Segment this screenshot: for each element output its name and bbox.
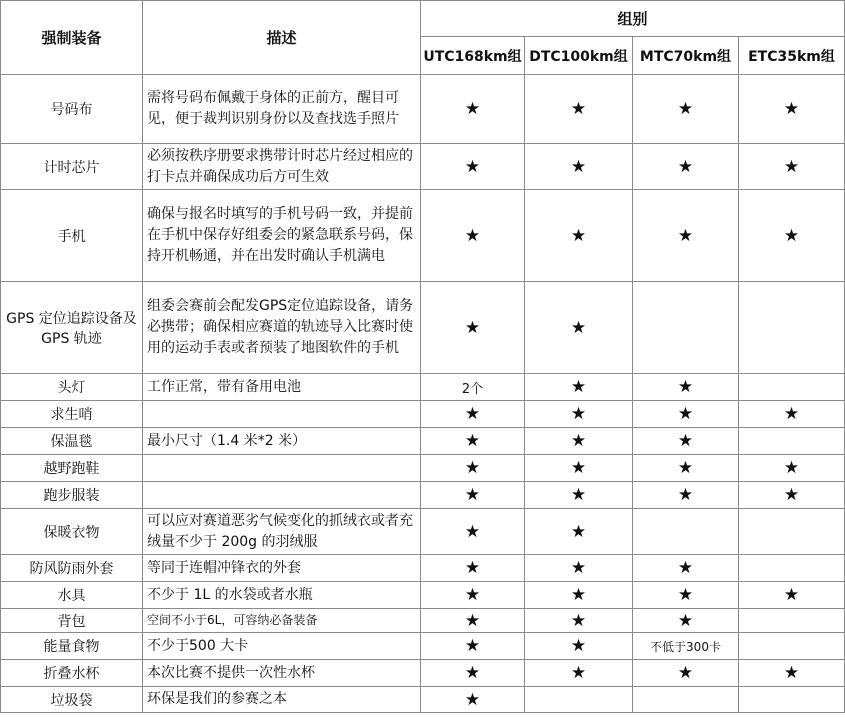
mark-etc: ★: [739, 455, 845, 482]
item-description: 需将号码布佩戴于身体的正前方，醒目可见，便于裁判识别身份以及查找选手照片: [143, 75, 421, 144]
table-row: [1, 609, 845, 633]
table-row: [1, 660, 845, 687]
mark-dtc: ★: [525, 509, 633, 555]
mark-utc: ★: [421, 687, 525, 713]
mark-mtc: ★: [633, 660, 739, 687]
mark-dtc: ★: [525, 374, 633, 401]
mark-etc: [739, 633, 845, 660]
mark-mtc: ★: [633, 609, 739, 633]
mark-dtc: ★: [525, 144, 633, 190]
mark-utc: ★: [421, 660, 525, 687]
mark-etc: ★: [739, 144, 845, 190]
mark-dtc: ★: [525, 428, 633, 455]
item-description: 必须按秩序册要求携带计时芯片经过相应的打卡点并确保成功后方可生效: [143, 144, 421, 190]
item-name: 号码布: [1, 75, 143, 144]
mark-etc: [739, 428, 845, 455]
item-description: [143, 482, 421, 509]
mark-etc: [739, 609, 845, 633]
mark-etc: ★: [739, 660, 845, 687]
table-row: [1, 582, 845, 609]
mark-mtc: ★: [633, 75, 739, 144]
mark-etc: ★: [739, 482, 845, 509]
mark-mtc: [633, 509, 739, 555]
table-row: [1, 428, 845, 455]
table-row: [1, 555, 845, 582]
mark-dtc: ★: [525, 455, 633, 482]
mark-utc: ★: [421, 455, 525, 482]
mark-utc: ★: [421, 633, 525, 660]
table-row: [1, 75, 845, 144]
header-item: 强制装备: [1, 1, 143, 75]
mark-mtc: [633, 282, 739, 374]
item-name: 防风防雨外套: [1, 555, 143, 582]
mark-dtc: ★: [525, 190, 633, 282]
group-header-etc: ETC35km组: [739, 37, 845, 75]
table-row: [1, 687, 845, 713]
mark-mtc: ★: [633, 428, 739, 455]
item-name: 背包: [1, 609, 143, 633]
mark-utc: ★: [421, 609, 525, 633]
item-description: [143, 401, 421, 428]
item-name: 折叠水杯: [1, 660, 143, 687]
group-header-dtc: DTC100km组: [525, 37, 633, 75]
item-description: 组委会赛前会配发GPS定位追踪设备，请务必携带；确保相应赛道的轨迹导入比赛时使用的运动手表或者预装了地图软件的手机: [143, 282, 421, 374]
table-row: [1, 482, 845, 509]
mark-mtc: ★: [633, 582, 739, 609]
group-header-utc: UTC168km组: [421, 37, 525, 75]
header-description: 描述: [143, 1, 421, 75]
item-name: 保温毯: [1, 428, 143, 455]
mark-mtc: ★: [633, 401, 739, 428]
mark-dtc: [525, 687, 633, 713]
mark-mtc: [633, 687, 739, 713]
item-description: 等同于连帽冲锋衣的外套: [143, 555, 421, 582]
item-name: GPS 定位追踪设备及GPS 轨迹: [1, 282, 143, 374]
group-header-mtc: MTC70km组: [633, 37, 739, 75]
mark-utc: ★: [421, 482, 525, 509]
mark-utc: ★: [421, 428, 525, 455]
mark-mtc: ★: [633, 555, 739, 582]
mark-dtc: ★: [525, 582, 633, 609]
mark-etc: ★: [739, 190, 845, 282]
mark-etc: [739, 282, 845, 374]
mark-mtc: 不低于300卡: [633, 633, 739, 660]
table-row: [1, 633, 845, 660]
item-name: 垃圾袋: [1, 687, 143, 713]
item-name: 能量食物: [1, 633, 143, 660]
mark-utc: ★: [421, 401, 525, 428]
mark-utc: ★: [421, 144, 525, 190]
mark-dtc: ★: [525, 660, 633, 687]
mark-utc: ★: [421, 75, 525, 144]
mark-etc: [739, 687, 845, 713]
mark-dtc: ★: [525, 282, 633, 374]
table-row: [1, 282, 845, 374]
table-row: [1, 455, 845, 482]
mark-mtc: ★: [633, 144, 739, 190]
item-name: 跑步服装: [1, 482, 143, 509]
mark-dtc: ★: [525, 633, 633, 660]
item-name: 水具: [1, 582, 143, 609]
item-description: [143, 455, 421, 482]
item-description: 本次比赛不提供一次性水杯: [143, 660, 421, 687]
table-row: [1, 144, 845, 190]
item-description: 工作正常，带有备用电池: [143, 374, 421, 401]
mark-mtc: ★: [633, 374, 739, 401]
mark-dtc: ★: [525, 482, 633, 509]
item-name: 头灯: [1, 374, 143, 401]
item-name: 计时芯片: [1, 144, 143, 190]
mark-mtc: ★: [633, 482, 739, 509]
item-name: 求生哨: [1, 401, 143, 428]
item-name: 保暖衣物: [1, 509, 143, 555]
item-description: 不少于500 大卡: [143, 633, 421, 660]
mark-etc: [739, 374, 845, 401]
mark-etc: [739, 509, 845, 555]
item-name: 手机: [1, 190, 143, 282]
item-description: 确保与报名时填写的手机号码一致，并提前在手机中保存好组委会的紧急联系号码，保持开机畅通，并在出发时确认手机满电: [143, 190, 421, 282]
mark-dtc: ★: [525, 609, 633, 633]
mark-dtc: ★: [525, 555, 633, 582]
mark-dtc: ★: [525, 401, 633, 428]
mark-utc: 2个: [421, 374, 525, 401]
mark-mtc: ★: [633, 455, 739, 482]
mark-utc: ★: [421, 555, 525, 582]
item-description: 空间不小于6L，可容纳必备装备: [143, 609, 421, 633]
mark-mtc: ★: [633, 190, 739, 282]
item-description: 可以应对赛道恶劣气候变化的抓绒衣或者充绒量不少于 200g 的羽绒服: [143, 509, 421, 555]
mark-etc: ★: [739, 75, 845, 144]
table-row: [1, 374, 845, 401]
item-name: 越野跑鞋: [1, 455, 143, 482]
mark-etc: ★: [739, 401, 845, 428]
mark-dtc: ★: [525, 75, 633, 144]
item-description: 环保是我们的参赛之本: [143, 687, 421, 713]
mark-etc: [739, 555, 845, 582]
mark-utc: ★: [421, 582, 525, 609]
mark-utc: ★: [421, 509, 525, 555]
item-description: 最小尺寸（1.4 米*2 米）: [143, 428, 421, 455]
mark-utc: ★: [421, 282, 525, 374]
mark-utc: ★: [421, 190, 525, 282]
mark-etc: ★: [739, 582, 845, 609]
header-groups: 组别: [421, 1, 845, 37]
item-description: 不少于 1L 的水袋或者水瓶: [143, 582, 421, 609]
table-row: [1, 509, 845, 555]
table-row: [1, 190, 845, 282]
table-row: [1, 401, 845, 428]
